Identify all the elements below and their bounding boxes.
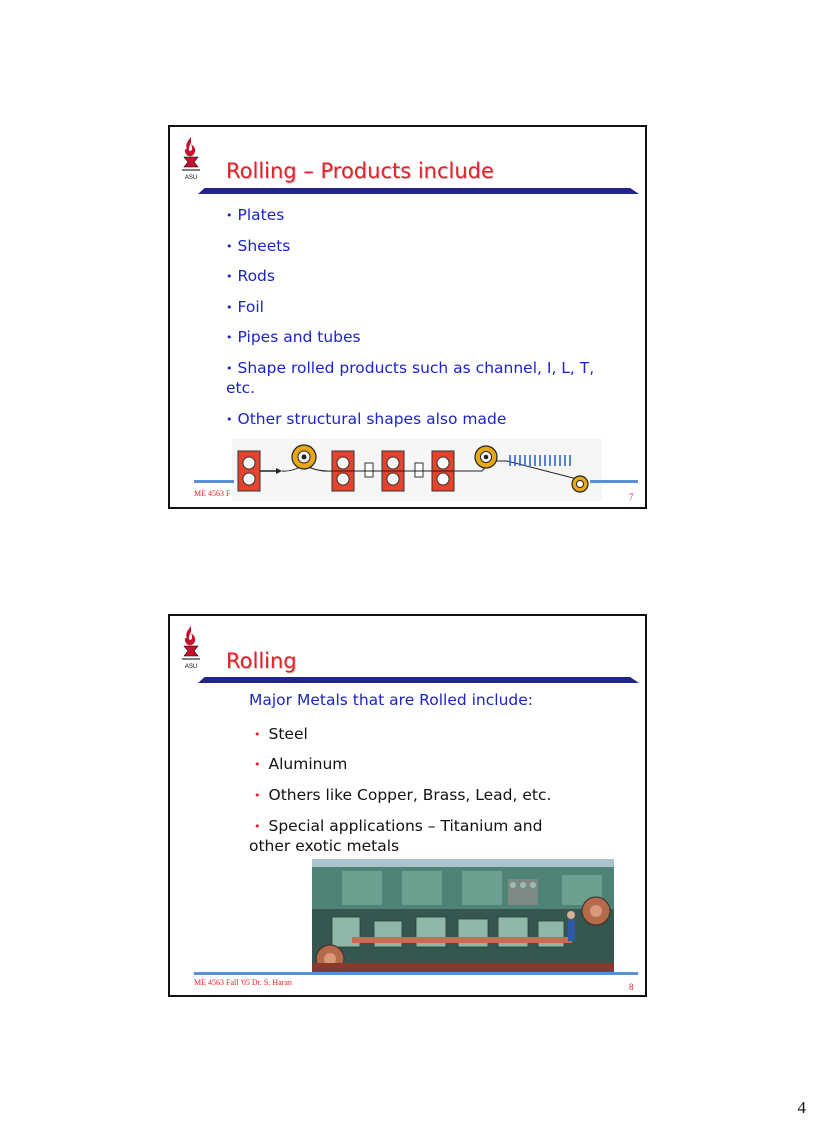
list-item-continuation: etc. bbox=[226, 379, 256, 397]
list-item: • Shape rolled products such as channel, I, L, T, bbox=[226, 359, 595, 377]
slide-number: 8 bbox=[629, 982, 634, 992]
list-item: • Plates bbox=[226, 206, 285, 224]
list-item: • Special applications – Titanium and bbox=[254, 817, 543, 835]
list-item: • Aluminum bbox=[254, 755, 348, 773]
slide-title: Rolling bbox=[226, 649, 297, 673]
page-number: 4 bbox=[797, 1098, 806, 1117]
footer-line bbox=[194, 972, 638, 975]
rolling-mill-diagram bbox=[232, 439, 602, 501]
slide-footer: ME 4563 F bbox=[194, 489, 231, 498]
slide-title: Rolling – Products include bbox=[226, 159, 494, 183]
list-item: • Steel bbox=[254, 725, 308, 743]
rolling-mill-photo bbox=[312, 859, 614, 973]
slide-footer: ME 4563 Fall '05 Dr. S. Haran bbox=[194, 978, 292, 987]
list-item: • Foil bbox=[226, 298, 264, 316]
list-item: • Pipes and tubes bbox=[226, 328, 361, 346]
slide-number: 7 bbox=[629, 492, 634, 502]
svg-text:ASU: ASU bbox=[184, 664, 198, 670]
svg-text:ASU: ASU bbox=[184, 175, 198, 181]
list-item-continuation: other exotic metals bbox=[249, 837, 400, 855]
list-item: • Other structural shapes also made bbox=[226, 410, 507, 428]
list-subtitle: Major Metals that are Rolled include: bbox=[249, 691, 534, 709]
list-item: • Rods bbox=[226, 267, 275, 285]
asu-logo-icon bbox=[178, 624, 204, 670]
asu-logo-icon bbox=[178, 135, 204, 181]
footer-line bbox=[194, 480, 234, 483]
list-item: • Sheets bbox=[226, 237, 291, 255]
slide-8 bbox=[168, 614, 647, 997]
title-bar bbox=[198, 677, 639, 683]
slide-7 bbox=[168, 125, 647, 509]
title-bar bbox=[198, 188, 639, 194]
list-item: • Others like Copper, Brass, Lead, etc. bbox=[254, 786, 552, 804]
footer-line bbox=[590, 480, 638, 483]
